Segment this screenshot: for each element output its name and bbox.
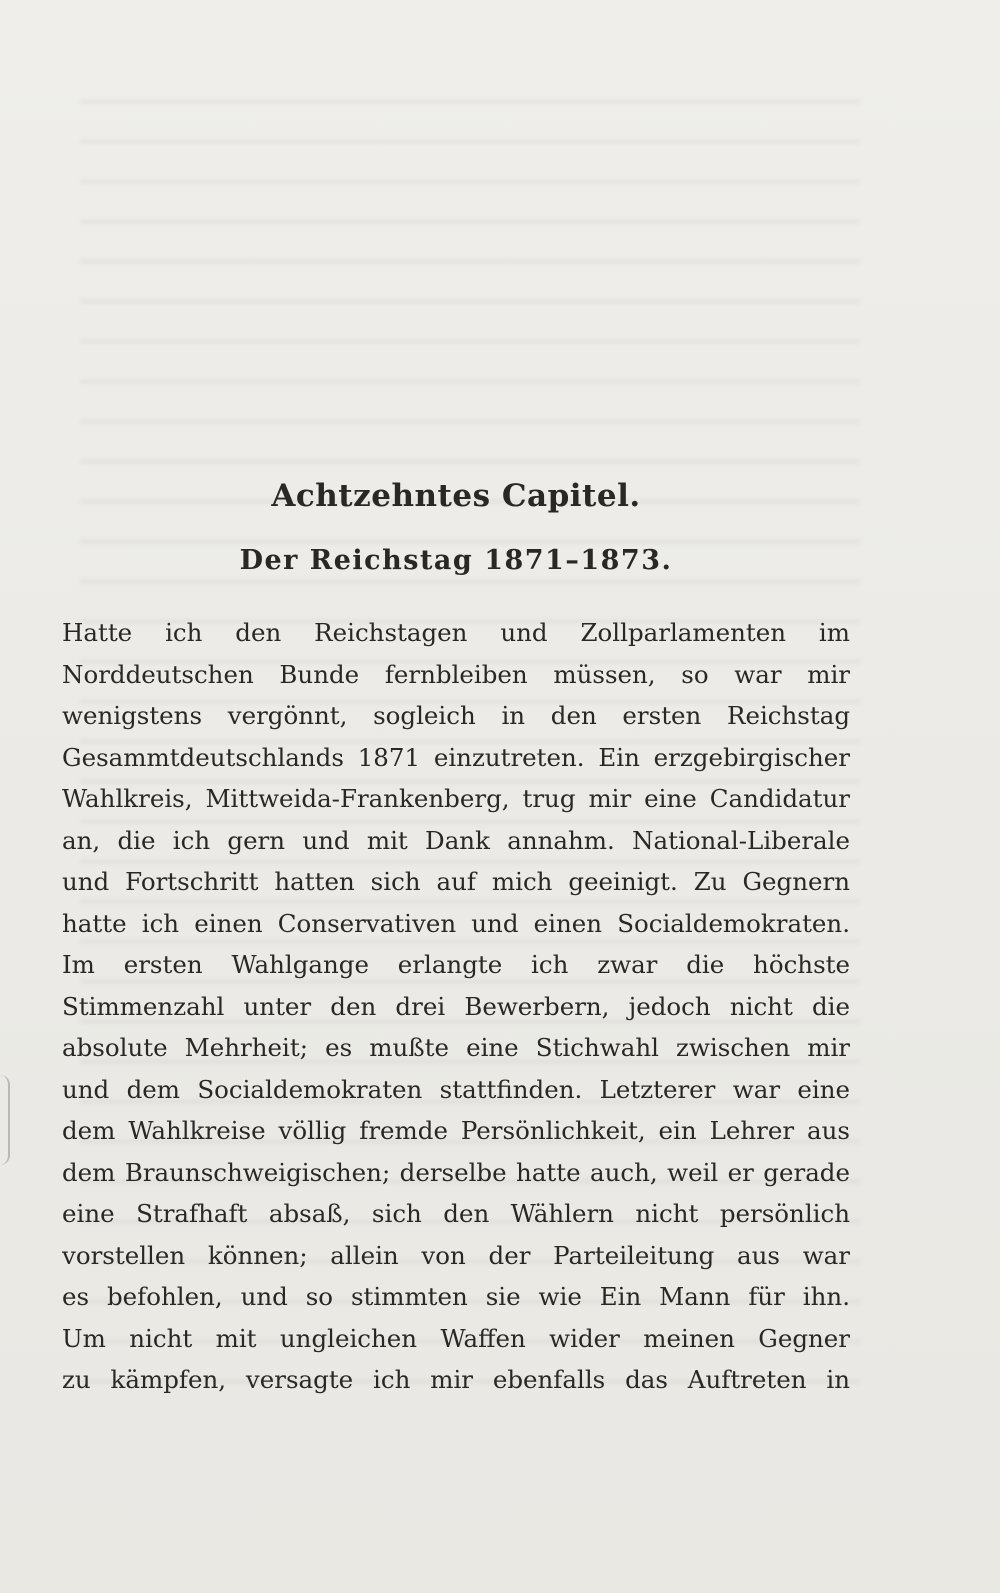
page-edge-mark [0,1075,10,1165]
text-line-11: absolute Mehrheit; es mußte eine Stichwahl zwischen mir [62,1033,850,1062]
text-line-3: wenigstens vergönnt, sogleich in den ersten Reichstag [62,701,850,730]
text-line-19: zu kämpfen, versagte ich mir ebenfalls das Auftreten in [62,1365,850,1394]
text-line-14: dem Braunschweigischen; derselbe hatte auch, weil er gerade [62,1157,850,1187]
text-line-15: eine Strafhaft absaß, sich den Wählern nicht persönlich [62,1199,850,1228]
text-line-12: und dem Socialdemokraten stattfinden. Letzterer war eine [62,1074,850,1104]
text-line-7: und Fortschritt hatten sich auf mich geeinigt. Zu Gegnern [62,867,850,896]
text-line-2: Norddeutschen Bunde fernbleiben müssen, so war mir [62,659,850,689]
body-text [62,612,850,1401]
text-line-9: Im ersten Wahlgange erlangte ich zwar die höchste [62,950,850,979]
text-line-6: an, die ich gern und mit Dank annahm. National-Liberale [62,825,850,855]
text-line-16: vorstellen können; allein von der Parteileitung aus war [62,1240,850,1270]
text-line-4: Gesammtdeutschlands 1871 einzutreten. Ein erzgebirgischer [62,742,850,772]
text-line-5: Wahlkreis, Mittweida-Frankenberg, trug mir eine Candidatur [62,784,850,813]
chapter-title: Achtzehntes Capitel. [271,478,641,514]
text-line-17: es befohlen, und so stimmten sie wie Ein Mann für ihn. [62,1282,850,1311]
text-line-13: dem Wahlkreise völlig fremde Persönlichkeit, ein Lehrer aus [62,1116,850,1145]
text-line-10: Stimmenzahl unter den drei Bewerbern, jedoch nicht die [62,991,850,1021]
text-line-1: Hatte ich den Reichstagen und Zollparlamenten im [62,618,850,647]
chapter-subtitle: Der Reichstag 1871–1873. [239,545,673,576]
text-line-8: hatte ich einen Conservativen und einen Socialdemokraten. [62,908,850,938]
text-line-18: Um nicht mit ungleichen Waffen wider meinen Gegner [62,1323,850,1353]
